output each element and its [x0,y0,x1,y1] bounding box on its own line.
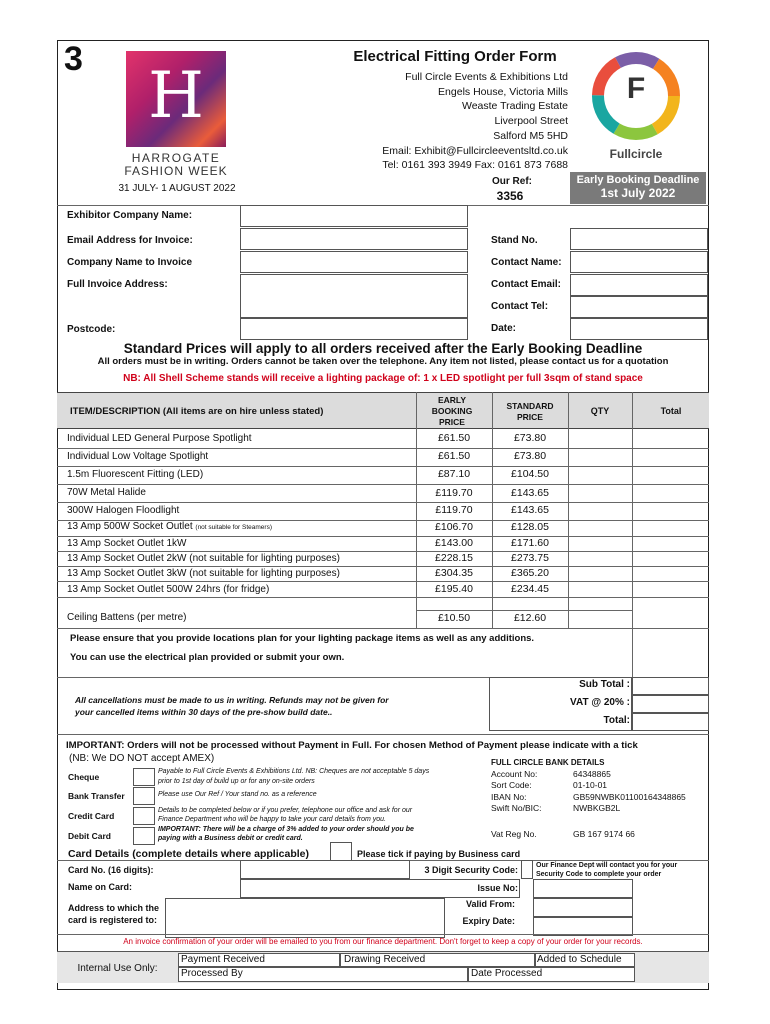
item-desc-row [67,521,272,532]
credit-card-checkbox[interactable] [133,807,155,825]
item-desc: Ceiling Battens (per metre) [67,612,187,623]
item-desc: 13 Amp Socket Outlet 2kW (not suitable for lighting purposes) [67,553,340,564]
card-no-input[interactable] [240,860,410,879]
header-item: ITEM/DESCRIPTION (All items are on hire unless stated) [70,406,324,417]
date-label: Date: [491,323,517,334]
card-address-label [68,902,159,926]
header-early-line: PRICE [439,417,465,427]
item-desc: 13 Amp Socket Outlet 500W 24hrs (for fridge) [67,584,270,595]
standard-price: £171.60 [511,537,549,549]
name-on-card-label: Name on Card: [68,882,133,892]
cheque-checkbox[interactable] [133,768,155,786]
contact-tel-input[interactable] [570,296,708,318]
bank-values [573,769,686,814]
card-note [158,806,414,843]
email-invoice-input[interactable] [240,228,468,250]
issue-no-input[interactable] [533,879,633,898]
header-early-line: EARLY [437,395,467,405]
standard-price: £273.75 [511,552,549,564]
standard-price: £12.60 [513,612,547,624]
deadline-line2: 1st July 2022 [600,186,676,200]
standard-price: £73.80 [513,432,547,444]
early-price: £61.50 [437,450,471,462]
bank-transfer-note: Please use Our Ref / Your stand no. as a reference [158,791,317,798]
standard-price: £104.50 [511,468,549,480]
early-price: £119.70 [435,487,473,499]
item-desc: 300W Halogen Floodlight [67,505,180,516]
confirmation-note: An invoice confirmation of your order will be emailed to you from our finance department. Don't forget to keep a copy of your order for your records. [123,937,643,946]
debit-card-checkbox[interactable] [133,827,155,845]
card-address-input[interactable] [165,898,445,938]
issue-no-label: Issue No: [477,883,518,893]
card-no-label: Card No. (16 digits): [68,865,154,875]
early-price: £87.10 [437,468,471,480]
invoice-address-input[interactable] [240,274,468,318]
card-address-line: Address to which the [68,903,160,913]
item-desc: 13 Amp 500W Socket Outlet [67,521,193,532]
contact-name-label: Contact Name: [491,257,562,268]
card-note-line: Details to be completed below or if you prefer, telephone our office and ask for our [158,807,413,814]
standard-price: £73.80 [513,450,547,462]
bank-value: 01-10-01 [573,780,608,791]
valid-from-label: Valid From: [465,899,515,909]
standard-price: £143.65 [511,504,549,516]
postcode-label: Postcode: [67,324,116,335]
our-ref-value: 3356 [496,189,524,203]
early-price: £119.70 [435,504,473,516]
bank-label: Swift No/BIC: [491,802,542,813]
bank-value: GB59NWBK01100164348865 [573,791,686,802]
contact-name-input[interactable] [570,251,708,273]
cancellation-line: All cancellations must be made to us in writing. Refunds may not be given for [75,695,389,705]
contact-email-label: Contact Email: [491,279,562,290]
debit-card-label: Debit Card [68,831,111,841]
payment-received-label: Payment Received [181,954,265,965]
standard-prices-headline: Standard Prices will apply to all orders received after the Early Booking Deadline [123,341,643,356]
bank-labels [491,769,542,814]
event-name-line2: FASHION WEEK [124,164,228,178]
early-price: £195.40 [435,583,473,595]
date-processed-label: Date Processed [471,968,543,979]
company-tel: Tel: 0161 393 3949 Fax: 0161 873 7688 [382,159,568,172]
deadline-line1: Early Booking Deadline [576,174,700,186]
payment-important: IMPORTANT: Orders will not be processed without Payment in Full. For chosen Method of Payment please indicate with a tick [66,740,638,751]
postcode-input[interactable] [240,318,468,340]
cheque-note [158,767,429,786]
drawing-received-label: Drawing Received [344,954,426,965]
exhibitor-company-label: Exhibitor Company Name: [67,210,193,221]
early-price: £228.15 [435,552,473,564]
plan-note-2: You can use the electrical plan provided or submit your own. [70,652,345,663]
orders-in-writing-note: All orders must be in writing. Orders cannot be taken over the telephone. Any item not listed, please contact us for a quotation [97,356,669,367]
business-card-checkbox[interactable] [330,842,352,862]
bank-label: Sort Code: [491,780,532,791]
plan-note: Please ensure that you provide locations plan for your lighting package items as well as any additions. [70,633,535,644]
bank-value: 64348865 [573,769,611,779]
company-address [330,70,568,173]
email-invoice-label: Email Address for Invoice: [67,235,193,246]
company-line: Engels House, Victoria Mills [438,85,568,98]
header-standard-line: STANDARD [506,401,554,411]
added-to-schedule-label: Added to Schedule [537,954,622,965]
internal-use-label: Internal Use Only: [77,963,158,974]
contact-email-input[interactable] [570,274,708,296]
card-details-heading: Card Details (complete details where applicable) [68,848,309,860]
bank-transfer-checkbox[interactable] [133,787,155,805]
qty-column-input[interactable] [568,429,632,628]
company-invoice-label: Company Name to Invoice [67,257,193,268]
header-qty: QTY [590,406,610,416]
cheque-note-line: prior to 1st day of build up or for any on-site orders [158,777,315,785]
valid-from-input[interactable] [533,898,633,917]
invoice-address-label: Full Invoice Address: [67,279,168,290]
company-line: Weaste Trading Estate [461,100,568,113]
bank-heading: FULL CIRCLE BANK DETAILS [491,758,605,767]
item-desc: 1.5m Fluorescent Fitting (LED) [67,469,204,480]
cancellation-note [75,694,389,718]
total-input[interactable] [632,713,709,731]
col-line [632,628,633,677]
bank-value: NWBKGB2L [573,802,621,813]
item-note: (not suitable for Steamers) [195,524,272,531]
early-price: £143.00 [435,537,473,549]
vat-label: VAT @ 20% : [570,697,630,708]
our-ref-label: Our Ref: [492,176,532,187]
total-column-input[interactable] [632,429,709,628]
company-email: Email: Exhibit@Fullcircleeventsltd.co.uk [382,144,568,157]
early-price: £10.50 [437,612,471,624]
security-code-input[interactable] [521,860,533,879]
header-total: Total [660,406,682,416]
item-desc: Individual LED General Purpose Spotlight [67,433,252,444]
company-line: Liverpool Street [494,115,568,128]
stand-no-input[interactable] [570,228,708,250]
sub-total-label: Sub Total : [579,679,630,690]
amex-note: (NB: We DO NOT accept AMEX) [69,753,215,764]
row-line [57,934,709,935]
deadline-badge [570,172,706,204]
standard-price: £128.05 [511,521,549,533]
card-address-line: card is registered to: [68,915,158,925]
event-name-line1: HARROGATE [131,151,221,165]
security-code-label: 3 Digit Security Code: [424,865,518,875]
standard-price: £234.45 [511,583,549,595]
item-desc: Individual Low Voltage Spotlight [67,451,209,462]
early-price: £106.70 [435,521,473,533]
card-note-line: paying with a Business debit or credit card. [158,834,303,842]
early-price: £61.50 [437,432,471,444]
company-invoice-input[interactable] [240,251,468,273]
card-note-line: Finance Department who will be happy to take your card details from you. [158,816,387,824]
date-input[interactable] [570,318,708,340]
stand-no-label: Stand No. [491,235,538,246]
page-number: 3 [64,40,83,78]
total-label: Total: [603,715,630,726]
expiry-date-label: Expiry Date: [462,916,515,926]
vat-input[interactable] [632,695,709,713]
cheque-label: Cheque [68,772,100,782]
bank-label: Account No: [491,769,538,779]
contact-tel-label: Contact Tel: [491,301,549,312]
fullcircle-logo-letter: F [626,72,646,105]
event-logo-letter: H [148,59,204,133]
early-price: £304.35 [435,567,473,579]
finance-note-line: Security Code to complete your order [536,871,662,878]
business-card-label: Please tick if paying by Business card [357,849,521,859]
standard-price: £143.65 [511,487,549,499]
cheque-note-line: Payable to Full Circle Events & Exhibitions Ltd. NB: Cheques are not acceptable 5 days [158,768,430,775]
company-line: Salford M5 5HD [493,129,568,142]
item-desc: 13 Amp Socket Outlet 3kW (not suitable for lighting purposes) [67,568,340,579]
bank-label: IBAN No: [491,791,527,802]
bank-transfer-label: Bank Transfer [68,791,125,801]
vat-reg-label: Vat Reg No. [491,829,537,839]
exhibitor-company-input[interactable] [240,205,468,227]
header-early-price [416,395,488,428]
header-standard-price [494,401,566,423]
row-line [57,628,709,629]
shell-scheme-note: NB: All Shell Scheme stands will receive a lighting package of: 1 x LED spotlight per full 3sqm of stand space [123,373,643,384]
header-standard-line: PRICE [517,412,543,422]
card-note-line: IMPORTANT: There will be a charge of 3% added to your order should you be [158,825,414,833]
row-line [57,734,709,735]
sub-total-input[interactable] [632,677,709,695]
event-dates: 31 JULY- 1 AUGUST 2022 [118,183,236,194]
item-desc: 13 Amp Socket Outlet 1kW [67,538,187,549]
company-line: Full Circle Events & Exhibitions Ltd [405,71,568,83]
processed-by-label: Processed By [181,968,243,979]
header-early-line: BOOKING [431,406,473,416]
standard-price: £365.20 [511,567,549,579]
cancellation-line: your cancelled items within 30 days of the pre-show build date.. [75,707,333,717]
finance-note-line: Our Finance Dept will contact you for your [536,862,678,869]
finance-note [536,861,677,879]
vat-reg-value: GB 167 9174 66 [573,829,635,839]
event-logo [126,51,226,147]
fullcircle-logo-name: Fullcircle [609,147,663,161]
form-title: Electrical Fitting Order Form [353,48,557,65]
item-desc: 70W Metal Halide [67,487,146,498]
credit-card-label: Credit Card [68,811,115,821]
